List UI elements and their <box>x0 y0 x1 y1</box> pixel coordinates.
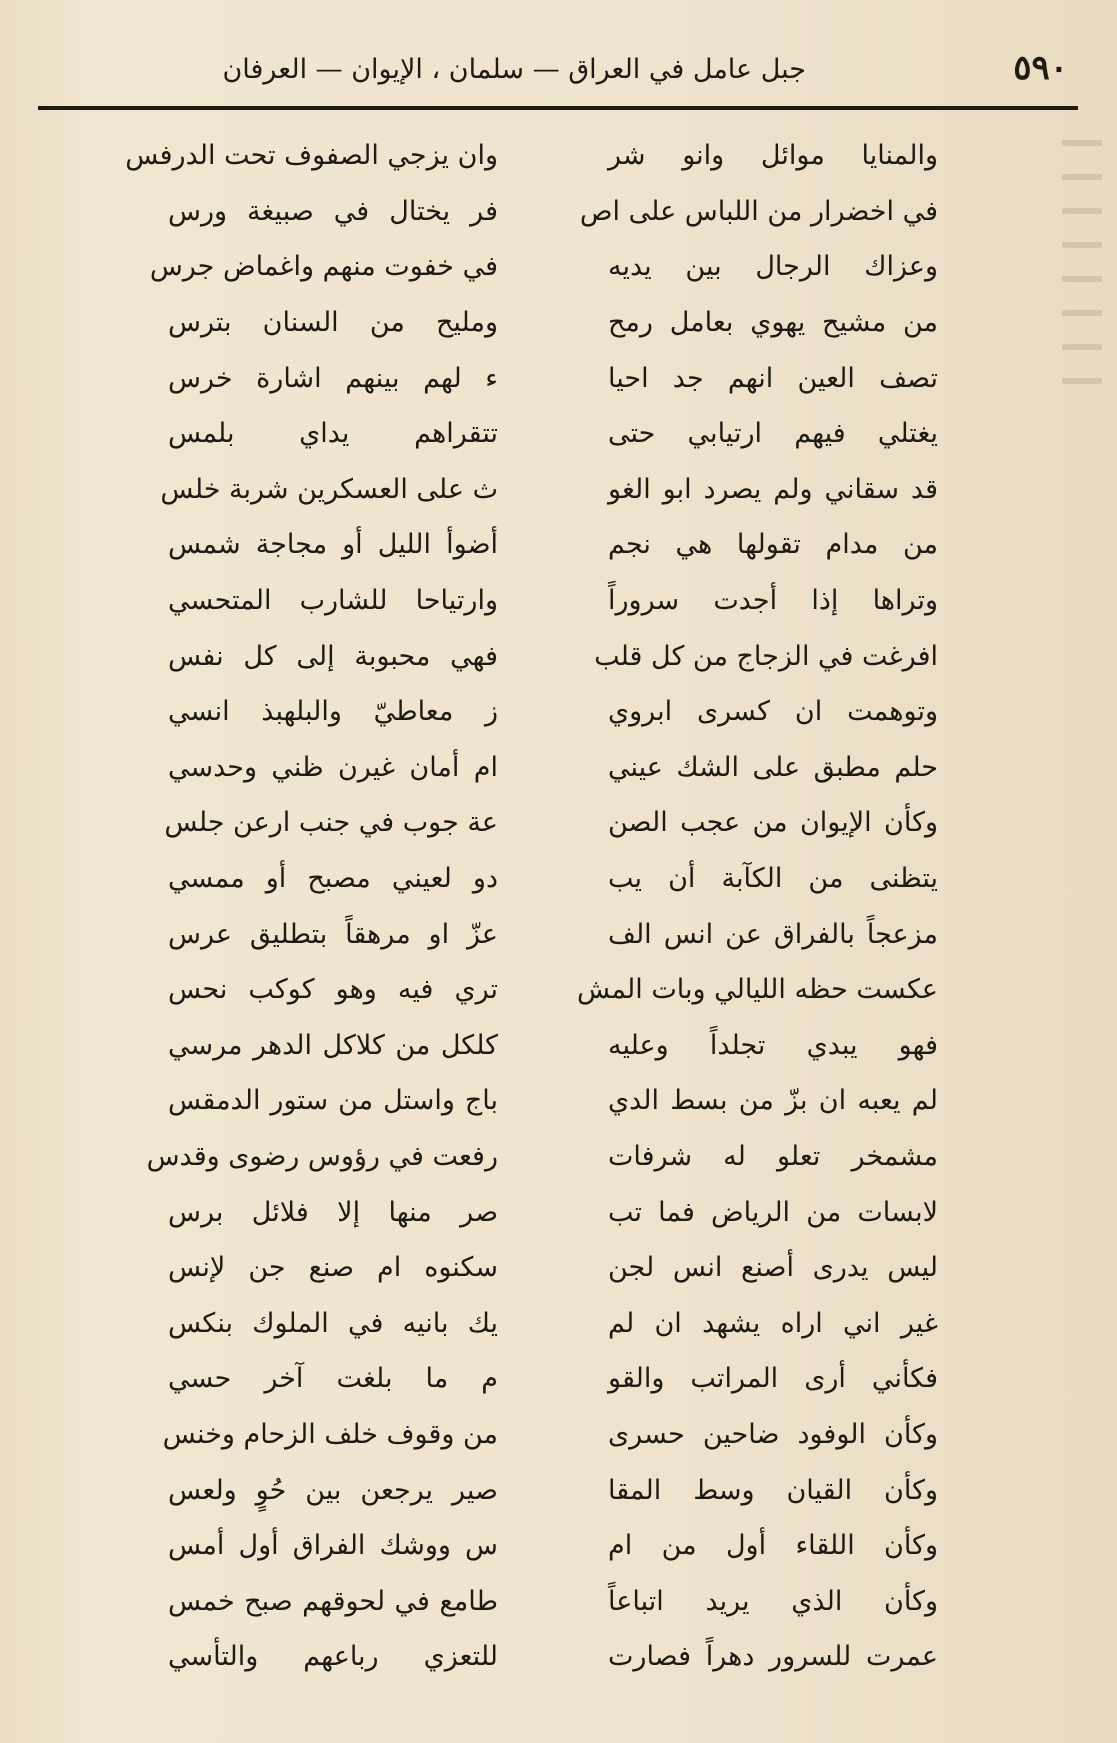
verse-line <box>168 350 938 406</box>
second-hemistich: صير يرجعن بين حُوٍ ولعس <box>168 1474 498 1506</box>
first-hemistich: قد سقاني ولم يصرد ابو الغو <box>608 473 938 505</box>
verse-line <box>146 1129 938 1185</box>
second-hemistich: ث على العسكرين شربة خلس <box>160 473 498 505</box>
second-hemistich: تري فيه وهو كوكب نحس <box>168 974 498 1006</box>
verse-line <box>168 295 938 351</box>
verse-line <box>168 962 938 1018</box>
verse-line <box>168 1351 938 1407</box>
running-title: جبل عامل في العراق — سلمان ، الإيوان — العرفان <box>222 54 806 85</box>
second-hemistich: عزّ او مرهقاً بتطليق عرس <box>168 918 498 950</box>
first-hemistich: من مشيح يهوي بعامل رمح <box>608 307 938 339</box>
verse-line <box>160 462 938 518</box>
verse-line <box>168 517 938 573</box>
verse-line <box>168 740 938 796</box>
header-rule <box>38 106 1078 110</box>
first-hemistich: وكأن الوفود ضاحين حسرى <box>608 1418 938 1450</box>
verse-line <box>168 1295 938 1351</box>
poem-body <box>125 128 938 1685</box>
verse-line <box>162 1407 938 1463</box>
verse-line <box>168 1518 938 1574</box>
verse-line <box>168 1462 938 1518</box>
first-hemistich: في اخضرار من اللباس على اص <box>579 195 938 227</box>
verse-line <box>168 1184 938 1240</box>
verse-line <box>164 795 938 851</box>
first-hemistich: وكأن القيان وسط المقا <box>608 1474 938 1506</box>
verse-line <box>168 406 938 462</box>
page-header <box>38 40 1078 106</box>
second-hemistich: فر يختال في صبيغة ورس <box>168 195 498 227</box>
first-hemistich: فهو يبدي تجلداً وعليه <box>608 1029 938 1061</box>
first-hemistich: مشمخر تعلو له شرفات <box>608 1140 938 1172</box>
verse-line <box>168 684 938 740</box>
second-hemistich: تتقراهم يداي بلمس <box>168 418 498 450</box>
second-hemistich: من وقوف خلف الزحام وخنس <box>162 1418 498 1450</box>
first-hemistich: والمنايا موائل وانو شر <box>608 140 938 172</box>
second-hemistich: أضوأ الليل أو مجاجة شمس <box>168 529 498 561</box>
second-hemistich: عة جوب في جنب ارعن جلس <box>164 807 498 839</box>
first-hemistich: غير اني اراه يشهد ان لم <box>608 1307 938 1339</box>
second-hemistich: رفعت في رؤوس رضوى وقدس <box>146 1140 498 1172</box>
first-hemistich: عكست حظه الليالي وبات المش <box>577 974 938 1006</box>
second-hemistich: باج واستل من ستور الدمقس <box>168 1085 498 1117</box>
second-hemistich: فهي محبوبة إلى كل نفس <box>168 640 498 672</box>
first-hemistich: يتظنى من الكآبة أن يب <box>608 863 938 895</box>
verse-line <box>168 906 938 962</box>
second-hemistich: للتعزي رباعهم والتأسي <box>168 1641 498 1673</box>
verse-line <box>168 1018 938 1074</box>
verse-line <box>168 1629 938 1685</box>
first-hemistich: مزعجاً بالفراق عن انس الف <box>608 918 938 950</box>
verse-line <box>149 239 938 295</box>
second-hemistich: طامع في لحوقهم صبح خمس <box>168 1585 498 1617</box>
verse-line <box>168 1573 938 1629</box>
first-hemistich: حلم مطبق على الشك عيني <box>608 751 938 783</box>
second-hemistich: دو لعيني مصبح أو ممسي <box>168 863 498 895</box>
second-hemistich: ومليح من السنان بترس <box>168 307 498 339</box>
second-hemistich: وارتياحا للشارب المتحسي <box>168 585 498 617</box>
verse-line <box>168 1240 938 1296</box>
verse-line <box>125 128 938 184</box>
first-hemistich: افرغت في الزجاج من كل قلب <box>594 640 938 672</box>
page-number: ٥٩٠ <box>1013 48 1068 88</box>
first-hemistich: عمرت للسرور دهراً فصارت <box>608 1641 938 1673</box>
verse-line <box>168 1073 938 1129</box>
second-hemistich: ز معاطيّ والبلهبذ انسي <box>168 696 498 728</box>
first-hemistich: لم يعبه ان بزّ من بسط الدي <box>608 1085 938 1117</box>
verse-line <box>168 573 938 629</box>
verse-line <box>168 851 938 907</box>
first-hemistich: تصف العين انهم جد احيا <box>608 362 938 394</box>
first-hemistich: ليس يدرى أصنع انس لجن <box>608 1252 938 1284</box>
verse-line <box>168 184 938 240</box>
second-hemistich: س ووشك الفراق أول أمس <box>168 1530 498 1562</box>
first-hemistich: يغتلي فيهم ارتيابي حتى <box>608 418 938 450</box>
bleed-through-mark <box>1062 140 1102 400</box>
first-hemistich: وكأن الذي يريد اتباعاً <box>608 1585 938 1617</box>
first-hemistich: لابسات من الرياض فما تب <box>608 1196 938 1228</box>
second-hemistich: كلكل من كلاكل الدهر مرسي <box>168 1029 498 1061</box>
second-hemistich: م ما بلغت آخر حسي <box>168 1363 498 1395</box>
second-hemistich: يك بانيه في الملوك بنكس <box>168 1307 498 1339</box>
first-hemistich: فكأني أرى المراتب والقو <box>608 1363 938 1395</box>
second-hemistich: سكنوه ام صنع جن لإنس <box>168 1252 498 1284</box>
first-hemistich: وعزاك الرجال بين يديه <box>608 251 938 283</box>
first-hemistich: وكأن الإيوان من عجب الصن <box>608 807 938 839</box>
second-hemistich: في خفوت منهم واغماض جرس <box>149 251 498 283</box>
first-hemistich: وتراها إذا أجدت سروراً <box>608 585 938 617</box>
second-hemistich: وان يزجي الصفوف تحت الدرفس <box>125 140 498 172</box>
second-hemistich: ام أمان غيرن ظني وحدسي <box>168 751 498 783</box>
first-hemistich: وكأن اللقاء أول من ام <box>608 1530 938 1562</box>
first-hemistich: من مدام تقولها هي نجم <box>608 529 938 561</box>
verse-line <box>168 628 938 684</box>
second-hemistich: صر منها إلا فلائل برس <box>168 1196 498 1228</box>
second-hemistich: ء لهم بينهم اشارة خرس <box>168 362 498 394</box>
first-hemistich: وتوهمت ان كسرى ابروي <box>608 696 938 728</box>
